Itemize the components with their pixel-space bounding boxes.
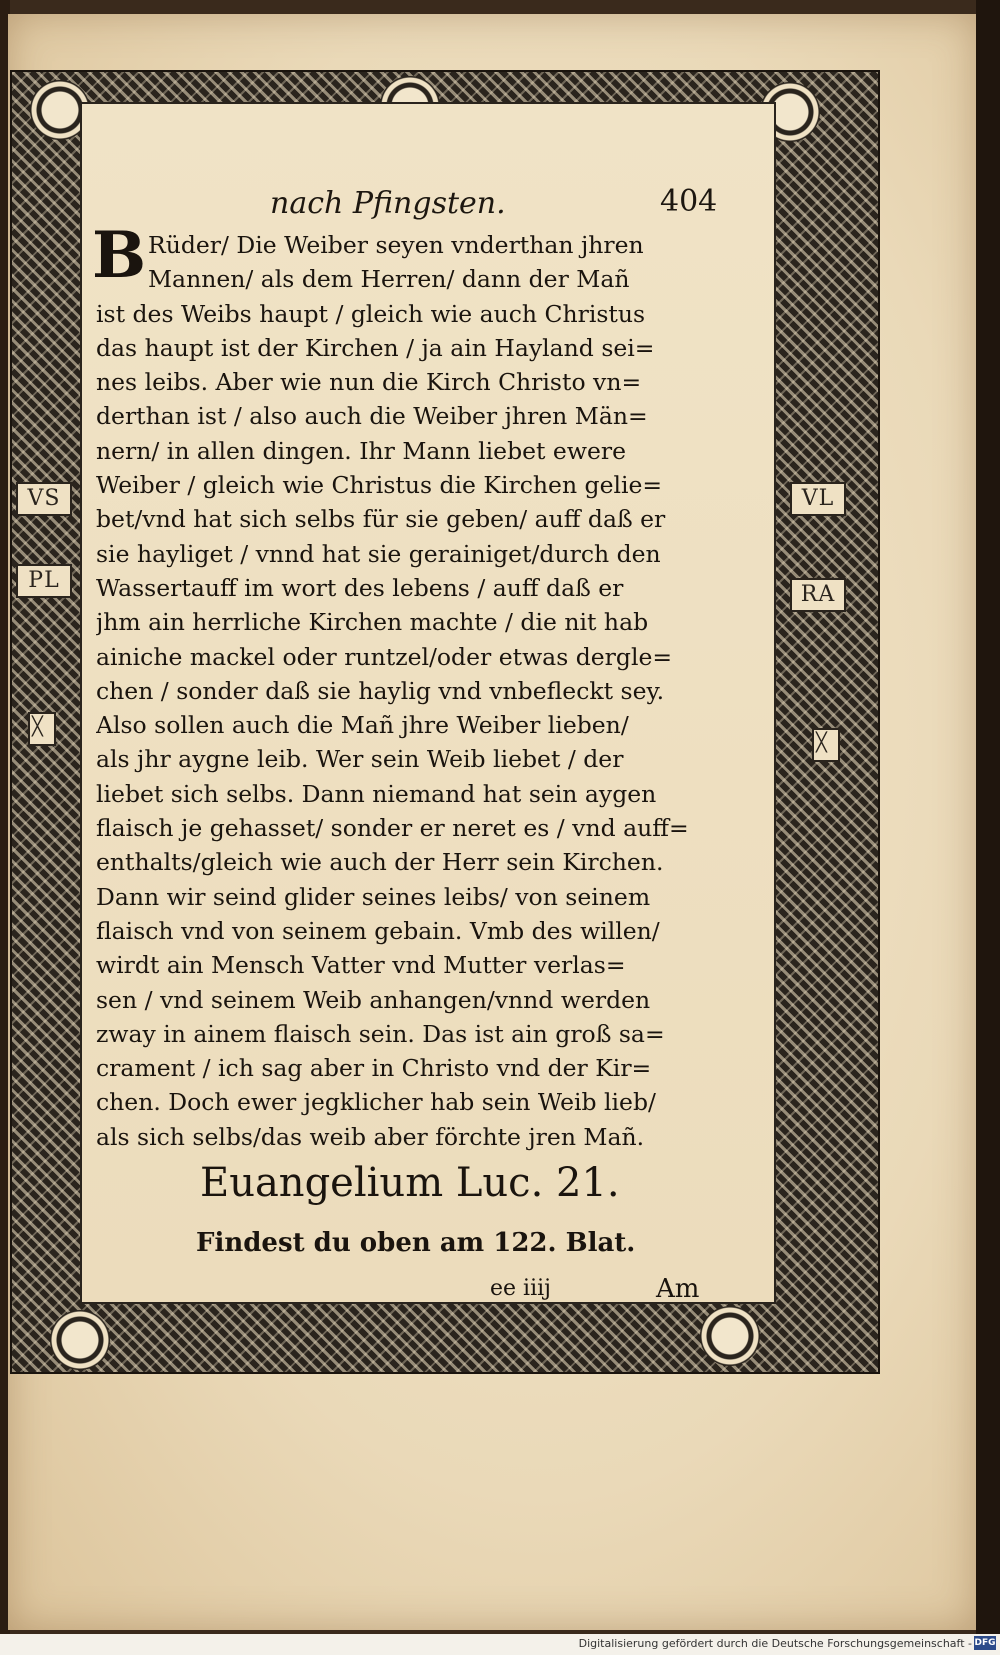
text-line: ainiche mackel oder runtzel/oder etwas dergle= <box>96 642 673 671</box>
border-label-right-2: RA <box>790 578 846 612</box>
section-reference: Findest du oben am 122. Blat. <box>196 1228 636 1258</box>
folio-number: 404 <box>660 184 718 219</box>
text-line: Rüder/ Die Weiber seyen vnderthan jhren <box>148 231 644 259</box>
border-box-right <box>812 728 840 762</box>
text-line: sie hayliget / vnnd hat sie gerainiget/durch den <box>96 539 661 568</box>
text-line: jhm ain herrliche Kirchen machte / die nit hab <box>96 608 649 637</box>
signature-mark: ee iiij <box>490 1276 551 1301</box>
text-line: liebet sich selbs. Dann niemand hat sein aygen <box>96 779 657 808</box>
text-line: als sich selbs/das weib aber förchte jren Mañ. <box>96 1122 645 1151</box>
border-label-right-1: VL <box>790 482 846 516</box>
text-line: zway in ainem flaisch sein. Das ist ain groß sa= <box>96 1019 665 1048</box>
footer-credit: Digitalisierung gefördert durch die Deutsche Forschungsgemeinschaft - <box>578 1637 972 1650</box>
text-line: chen / sonder daß sie haylig vnd vnbefleckt sey. <box>96 676 665 705</box>
catchword: Am <box>656 1274 700 1304</box>
border-ornament-bottom-right <box>700 1306 760 1366</box>
page-edge <box>976 0 1000 1634</box>
text-line: nern/ in allen dingen. Ihr Mann liebet ewere <box>96 436 627 465</box>
border-label-left-1: VS <box>16 482 72 516</box>
body-text <box>96 228 736 1154</box>
border-ornament-bottom-left <box>50 1310 110 1370</box>
text-line: derthan ist / also auch die Weiber jhren Män= <box>96 402 648 431</box>
text-line: das haupt ist der Kirchen / ja ain Hayland sei= <box>96 333 655 362</box>
text-line: Wassertauff im wort des lebens / auff daß er <box>96 573 624 602</box>
text-line: flaisch je gehasset/ sonder er neret es / vnd auff= <box>96 814 689 843</box>
text-line: enthalts/gleich wie auch der Herr sein Kirchen. <box>96 848 664 877</box>
text-line: als jhr aygne leib. Wer sein Weib liebet / der <box>96 745 624 774</box>
border-label-left-2: PL <box>16 564 72 598</box>
section-heading: Euangelium Luc. 21. <box>200 1160 620 1206</box>
text-line: bet/vnd hat sich selbs für sie geben/ auff daß er <box>96 505 666 534</box>
text-line: ist des Weibs haupt / gleich wie auch Christus <box>96 299 646 328</box>
running-head: nach Pfingsten. <box>270 186 506 221</box>
text-line: crament / ich sag aber in Christo vnd der Kir= <box>96 1054 652 1083</box>
text-line: Dann wir seind glider seines leibs/ von seinem <box>96 882 651 911</box>
text-line: wirdt ain Mensch Vatter vnd Mutter verlas= <box>96 951 626 980</box>
text-line: sen / vnd seinem Weib anhangen/vnnd werden <box>96 985 651 1014</box>
dfg-logo: DFG <box>974 1638 996 1648</box>
text-line: flaisch vnd von seinem gebain. Vmb des willen/ <box>96 916 660 945</box>
text-line: chen. Doch ewer jegklicher hab sein Weib lieb/ <box>96 1088 656 1117</box>
border-box-left <box>28 712 56 746</box>
text-line: Weiber / gleich wie Christus die Kirchen gelie= <box>96 471 663 500</box>
text-line: nes leibs. Aber wie nun die Kirch Christo vn= <box>96 368 642 397</box>
drop-cap: B <box>92 218 147 293</box>
text-line: Also sollen auch die Mañ jhre Weiber lieben/ <box>96 711 629 740</box>
text-line: Mannen/ als dem Herren/ dann der Mañ <box>148 265 630 294</box>
